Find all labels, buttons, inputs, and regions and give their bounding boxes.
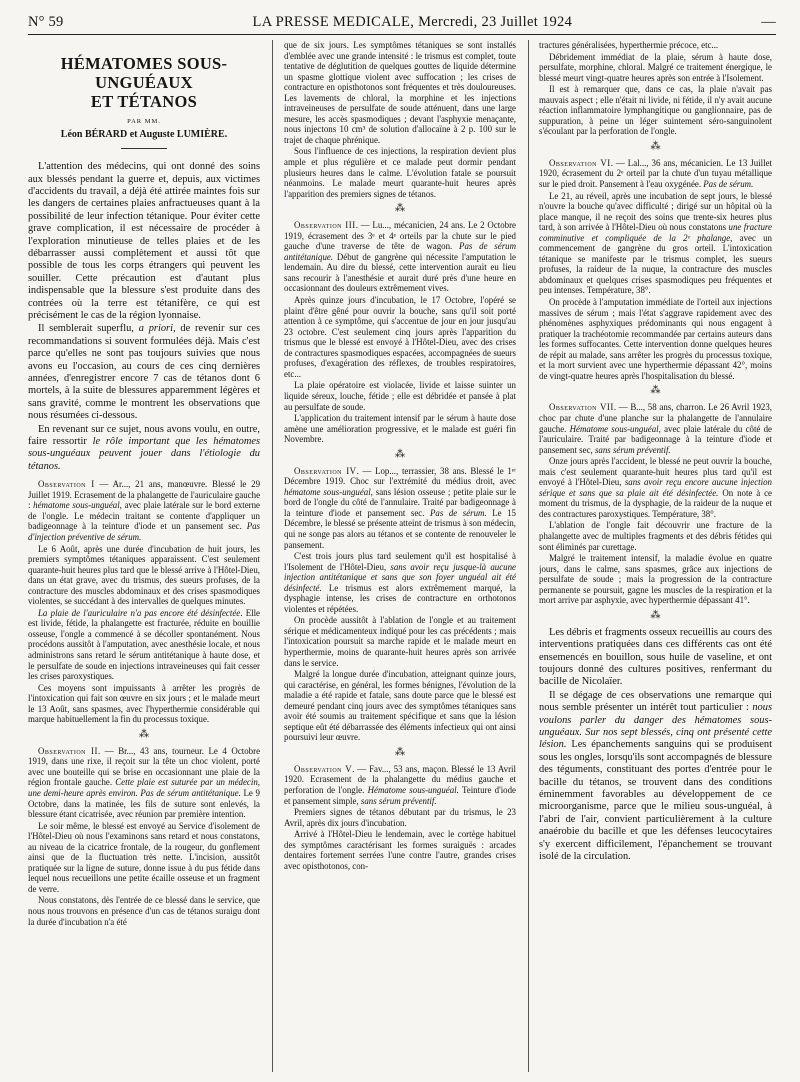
observation-label: Observation VII [549,402,614,413]
emphasis-run: Pas de sérum. [429,507,487,518]
observation-3-paragraph-3: La plaie opératoire est violacée, livide et laisse suinter un liquide séreux, louche, fétide ; elle est débridée et pansée à plat au persulfate de soude. [284,380,516,412]
article-title-line-1: HÉMATOMES SOUS-UNGUÉAUX [60,54,228,92]
text-run: . — Br..., 43 ans, tourneur. Le 4 Octobre 1919, dans une rixe, il reçoit sur la tête un choc violent, porté avec une bouteille qui se brise en occasionnant une plaie de la région frontale gauche. [28,745,260,788]
observation-3-paragraph-4: L'application du traitement intensif par le sérum à haute dose amène une amélioration progressive, et le malade est guéri fin Novembre. [284,413,516,445]
text-run: . — Lal..., 36 ans, mécanicien. Le 13 Juillet 1920, écrasement du 2ᵉ orteil par la chute d'un tuyau métallique sur le pied droit. Pansement à l'eau oxygénée. [539,157,772,190]
observation-4-paragraph-3: On procède aussitôt à l'ablation de l'ongle et au traitement sérique et médicamenteux indiqué pour les cas précédents ; mais l'intoxication poursuit sa marche rapide et le malade meurt en hyperthermie, moins de quarante-huit heures après son arrivée dans le service. [284,615,516,668]
emphasis-run: Pas de sérum antitétanique. [284,241,516,262]
text-run: , de revenir sur ces recommandations si souvent formulées déjà. Mais c'est parce qu'elles ne sont pas toujours suivies que nous avons eu l'occasion, au cours de ces cinq dernières années, d'enregistrer encore 7 cas de tétanos dont 6 mortels, à la suite de blessures apparemment légères et sans gravité, comme le montrent les observations que nous résumées ci-dessous. [28,323,260,422]
header-rule [28,34,776,35]
observation-label: Observation V [294,763,353,774]
text-run: Le 15 Décembre, le blessé se présente atteint de trismus à son médecin, qui ne songe pas alors au tétanos et se contente de renouveler le pansement. [284,507,516,550]
observation-6-paragraph-3: On procède à l'amputation immédiate de l'orteil aux injections massives de sérum ; mais l'état s'aggrave rapidement avec des phénomènes asphyxiques prédominants qui nous engagent à pratiquer la trachéotomie recommandée par certains auteurs dans les formes suffocantes. Cette intervention donne quelques heures de répit au malade, sans arrêter les progrès du processus toxique, et la mort survient avec une hyperthermie dépassant 42°, moins de vingt-quatre heures après l'hospitalisation du blessé. [539,297,772,381]
text-run: . — Lop..., terrassier, 38 ans. Blessé le 1ᵉʳ Décembre 1919. Choc sur l'extrémité du médius droit, avec [284,465,516,487]
section-separator: ⁂ [395,448,405,460]
text-run: , avec plaie latérale du côté de l'auriculaire. Traité par badigeonnage à la teinture d'iode et pansement sec, [539,423,772,455]
text-run: Début de gangrène qui nécessite l'amputation le lendemain. Au dire du blessé, cette intervention aurait eu lieu sans recourir à l'anesthésie et aurait duré près d'une heure en occasionnant des douleurs extrêmement vives. [284,251,516,294]
text-run: Les épanchements sanguins qui se produisent sous les ongles, lorsqu'ils sont accompagnés de blessure des téguments, constituant des portes d'entrée pour le bacille du tétanos, se trouvent dans des conditions éminemment favorables au développement de ce microorganisme, parce que le milieu sous-unguéal, à l'abri de l'air, convient particulièrement à la culture anaérobie du bacille et que les défenses leucocytaires s'y exercent difficilement, l'épanchement se trouvant isolé de la circulation. [539,739,772,863]
observation-label: Observation II [38,745,98,756]
observation-label: Observation VI [549,157,611,168]
observation-1 [28,479,260,542]
emphasis-run: sans avoir reçu jusque-là aucune injection antitétanique et sans que son foyer unguéal ait été désinfecté. [284,561,516,593]
observation-7-paragraph-3: L'ablation de l'ongle fait découvrir une fracture de la phalangette avec de multiples fragments et des débris fétides qui sont éliminés par curettage. [539,520,772,552]
observation-label: Observation IV [294,465,357,476]
column-divider [272,40,273,1072]
conclusion-paragraph-2 [539,690,772,864]
observation-2-paragraph-2: Le soir même, le blessé est envoyé au Service d'isolement de l'Hôtel-Dieu où nous l'examinons sans retard et nous constatons, au niveau de la cicatrice frontale, de la rougeur, du gonflement ainsi que de la fluctuation très nette. L'incision, aussitôt pratiquée sur la ligne de suture, donne issue à du pus fétide dans lequel nous recueillons une petite écaille osseuse et un fragment de verre. [28,820,260,894]
emphasis-run: sans sérum préventif. [594,444,671,455]
emphasis-run: sans sérum préventif. [360,795,437,806]
emphasis-run: nous voulons parler du danger des hématomes sous-unguéaux. Sur nos sept blessés, cinq ont présenté cette lésion. [539,702,772,751]
section-separator: ⁂ [650,140,661,152]
issue-number: N° 59 [28,13,64,30]
observation-4-paragraph-2 [284,551,516,614]
observation-5-paragraph-5: Il est à remarquer que, dans ce cas, la plaie n'avait pas mauvais aspect ; elle n'était ni livide, ni fétide, il n'y avait aucune réaction inflammatoire lymphangitique ou ganglionnaire, pas de suppuration, à peine un léger suintement séro-sanguinolent s'écoulant par la perforation de l'ongle. [539,84,772,137]
section-separator: ⁂ [395,746,405,758]
section-separator: ⁂ [650,385,661,397]
observation-5-paragraph-4: Débridement immédiat de la plaie, sérum à haute dose, persulfate, morphine, chloral. Malgré ce traitement énergique, le blessé meurt vingt-quatre heures après son entrée à l'Isolement. [539,51,772,83]
emphasis-run: Cette plaie est suturée par un médecin, une demi-heure après environ. Pas de sérum antitétanique. [28,777,260,799]
column-3 [539,40,772,1072]
emphasis-run: Pas d'injection préventive de sérum. [28,521,260,542]
text-run: . — Fav..., 53 ans, maçon. Blessé le 13 Avril 1920. Ecrasement de la phalangette du médius gauche et perforation de l'ongle. [284,763,516,795]
article-title [28,54,260,111]
observation-5-paragraph-2: Premiers signes de tétanos débutant par du trismus, le 23 Avril, après dix jours d'incubation. [284,807,516,828]
observation-4 [284,466,516,550]
article-authors: Léon BÉRARD et Auguste LUMIÈRE. [60,128,228,140]
observation-label: Observation I [38,479,95,490]
text-run: . Elle est livide, fétide, la phalangette est fracturée, réduite en bouillie osseuse, l'ongle a commencé à se décoller spontanément. Nous procédons aussitôt à l'amputation, avec anesthésie locale, et nous administrons sans retard le sérum antitétanique à haute dose, et le persulfate de soude en injections intraveineuses qui fait cesser les crises paroxystiques. [28,607,260,682]
column-1 [28,40,260,1072]
column-divider [528,40,529,1072]
emphasis-run: sans avoir reçu encore aucune injection sérique et sans que sa plaie ait été désinfectée. [539,477,772,498]
emphasis-run: le rôle important que les hématomes sous-unguéaux peuvent jouer dans l'étiologie du tétanos. [28,436,260,472]
observation-3-paragraph-2: Après quinze jours d'incubation, le 17 Octobre, l'opéré se plaint d'être gêné pour ouvrir la bouche, sans qu'il soit porté attention à ce symptôme, qui s'accentue de jour en jour jusqu'au 23 octobre. C'est seulement cinq jours après l'apparition du trismus que le blessé est envoyé à l'Hôtel-Dieu, avec des crises de contractures spasmodiques espacées, accompagnées de sueurs profuses, d'exagération des réflexes, de troubles respiratoires, etc... [284,295,516,379]
text-run: — Ar..., 21 ans, manœuvre. Blessé le 29 Juillet 1919. Ecrasement de la phalangette de l'auriculaire gauche : [28,479,260,511]
observation-1-paragraph-3 [28,608,260,682]
intro-paragraph-3 [28,424,260,474]
observation-5-continued: tractures généralisées, hyperthermie précoce, etc... [539,40,719,50]
observation-1-paragraph-4: Ces moyens sont impuissants à arrêter les progrès de l'intoxication qui fait son œuvre en six jours ; et le malade meurt le 13 Août, sans spasmes, avec l'hyperthermie considérable qui marque habituellement la fin du processus toxique. [28,682,260,725]
intro-paragraph-2 [28,323,260,422]
text-run: Le trismus est alors extrêmement marqué, la dysphagie intense, les crises de contracture en orthotonos violentes et répétées. [284,582,516,614]
conclusion-paragraph-1: Les débris et fragments osseux recueillis au cours des interventions pratiquées dans ces différents cas ont été ensemencés en bouillon, sous huile de vaseline, et ont toujours donné des cultures positives, renfermant du bacille de Nicolaïer. [539,626,772,688]
observation-2 [28,746,260,820]
text-run: , sans lésion osseuse ; petite plaie sur le bord de l'ongle du côté de l'annulaire. Traité par badigeonnage à la teinture d'iode et pansement sec. [284,486,516,518]
journal-title: LA PRESSE MEDICALE [252,13,411,30]
text-run: On note à ce moment du trismus, de la dysphagie, de la raideur de la nuque et des contractures paroxystiques. Température, 38°. [539,487,772,519]
observation-7-paragraph-4: Malgré le traitement intensif, la maladie évolue en quatre jours, dans le calme, sans spasmes, grâce aux injections de persulfate de soude ; mais la progression de la contracture permanente se poursuit, gagne les muscles de la respiration et la mort arrive par asphyxie, avec hyperthermie dépassant 41°. [539,553,772,606]
observation-7 [539,402,772,455]
title-rule [121,148,167,149]
text-run: . — B..., 58 ans, charron. Le 26 Avril 1923, choc par chute d'une planche sur la phalangette de l'annulaire gauche. [539,402,772,434]
byline-par: PAR MM. [127,118,161,125]
observation-7-paragraph-2 [539,456,772,519]
text-run: Il se dégage de ces observations une remarque qui nous semble présenter un intérêt tout particulier : [539,689,772,714]
column-2 [284,40,516,1072]
emphasis-run: hématome sous-unguéal [284,486,371,497]
journal-title-line [63,14,761,31]
section-separator: ⁂ [139,728,149,740]
observation-label: Observation III [294,220,356,231]
section-separator: ⁂ [395,203,405,215]
observation-2-paragraph-4: Sous l'influence de ces injections, la respiration devient plus ample et plus régulière et ce malade peut dormir pendant plusieurs heures dans le calme. L'évolution fatale se poursuit néanmoins. Le malade meurt quarante-huit heures après l'apparition des premiers signes de tétanos. [284,146,516,199]
text-run: Teinture d'iode et pansement simple, [284,785,516,806]
issue-date: , Mercredi, 23 Juillet 1924 [410,13,573,30]
observation-4-paragraph-4: Malgré la longue durée d'incubation, atteignant quinze jours, qui caractérise, en général, les formes bénignes, l'évolution de la maladie a été rapide et fatale, sans doute parce que le blessé est demeuré pendant cinq jours avec des symptômes tétaniques sans avoir été soumis au traitement spécifique et sans que la lésion septique eût été débarrassée des éléments infectieux qui ont ainsi poursuivi leur œuvre. [284,669,516,743]
observation-5-paragraph-3: Arrivé à l'Hôtel-Dieu le lendemain, avec le cortège habituel des symptômes caractérisant les formes suraiguës : arcades dentaires fortement serrées l'une contre l'autre, grandes crises avec opisthotonos, con- [284,829,516,871]
page-header [28,12,776,32]
emphasis-run: Pas de sérum. [703,179,754,190]
observation-2-paragraph-3: Nous constatons, dès l'entrée de ce blessé dans le service, que nous nous trouvons en présence d'un cas de tétanos suraigu dont la durée d'incubation n'a été [28,895,260,927]
section-separator: ⁂ [650,609,661,621]
observation-2-continued: que de six jours. Les symptômes tétaniques se sont installés d'emblée avec une grande intensité : le trismus est complet, toute tentative de déglutition de quelques gouttes de liquide détermine un spasme glottique violent avec suffocation ; les crises de contracture en opisthotonos sont fréquentes et très douloureuses. Les lavements de chloral, la morphine et les injections intraveineuses de persulfate de soude atténuent, dans une large mesure, les accès spasmodiques ; devant l'asphyxie menaçante, nous injectons 10 cm³ de solution d'allocaïne à 2 p. 100 sur le trajet de chaque phrénique. [284,40,516,145]
text-run: En revenant sur ce sujet, nous avons voulu, en outre, faire ressortir [28,423,260,448]
emphasis-run: La plaie de l'auriculaire n'a pas encore été désinfectée [38,607,241,618]
text-run: C'est trois jours plus tard seulement qu'il est hospitalisé à l'Isolement de l'Hôtel-Dieu, [284,551,516,572]
text-run: Il semblerait superflu, [38,323,139,335]
article-title-line-2: ET TÉTANOS [90,92,198,111]
text-run: Le 21, au réveil, après une incubation de sept jours, le blessé n'ouvre la bouche qu'avec difficulté ; dirigé sur un hôpital où la place manque, il ne reçoit des soins que trente-six heures plus tard, à son arrivée à l'Hôtel-Dieu où nous constatons [539,190,772,233]
text-run: , avec un commencement de gangrène du gros orteil. L'intoxication tétanique se manifeste par le trismus complet, les sueurs profuses, la raideur de la nuque, la contracture des muscles abdominaux et quelques crises spasmodiques peu fréquentes et peu intenses. Température, 38°. [539,232,772,296]
emphasis-run: Hématome sous-unguéal. [367,785,459,795]
text-run: . — Lu..., mécanicien, 24 ans. Le 2 Octobre 1919, écrasement des 3ᵉ et 4ᵉ orteils par la chute sur le pied gauche d'une traverse de tête de wagon. [284,220,516,252]
observation-3 [284,220,516,294]
emphasis-run: a priori [138,323,173,335]
observation-6 [539,158,772,190]
emphasis-run: hématome sous-unguéal [33,500,120,511]
observation-1-paragraph-2: Le 6 Août, après une durée d'incubation de huit jours, les premiers symptômes tétaniques apparaissent. C'est seulement quarante-huit heures plus tard que le blessé arrive à l'Hôtel-Dieu, dans un état grave, avec du trismus, des sueurs profuses, de la contracture des muscles abdominaux et des crises spasmodiques violentes, se succédant à des intervalles de quelques minutes. [28,543,260,607]
text-run: Le 9 Octobre, dans la matinée, les fils de suture sont enlevés, la blessure étant cicatrisée, avec réunion par première intention. [28,788,260,820]
text-run: , avec plaie latérale sur le bord externe de l'ongle. Le médecin traitant se contente d'appliquer un badigeonnage à la teinture d'iode et un pansement sec. [28,500,260,532]
emphasis-run: Hématome sous-unguéal [569,423,659,434]
observation-6-paragraph-2 [539,191,772,296]
text-run: Onze jours après l'accident, le blessé ne peut ouvrir la bouche, mais c'est seulement quarante-huit heures plus tard qu'il est envoyé à l'Hôtel-Dieu, [539,456,772,488]
emphasis-run: une fracture comminutive et compliquée de la 2ᵉ phalange [539,222,772,243]
intro-paragraph-1: L'attention des médecins, qui ont donné des soins aux blessés pendant la guerre et, depuis, aux victimes d'accidents du travail, a déjà été attirée maintes fois sur les dangers de certaines plaies anfractueuses quant à la possibilité de leur infection tétanique. Pour éviter cette grave complication, il est nécessaire de procéder à l'exploration minutieuse de telles plaies et de les débarrasser aussi complètement et aussi tôt que possible de tous les corps étrangers qui peuvent les souiller. Cette précaution est d'autant plus indispensable que la blessure s'est produite dans des contrées où la terre est tétanifère, ce qui est précisément le cas de la région lyonnaise. [28,161,260,321]
observation-5 [284,764,516,806]
page-mark: — [761,13,776,30]
